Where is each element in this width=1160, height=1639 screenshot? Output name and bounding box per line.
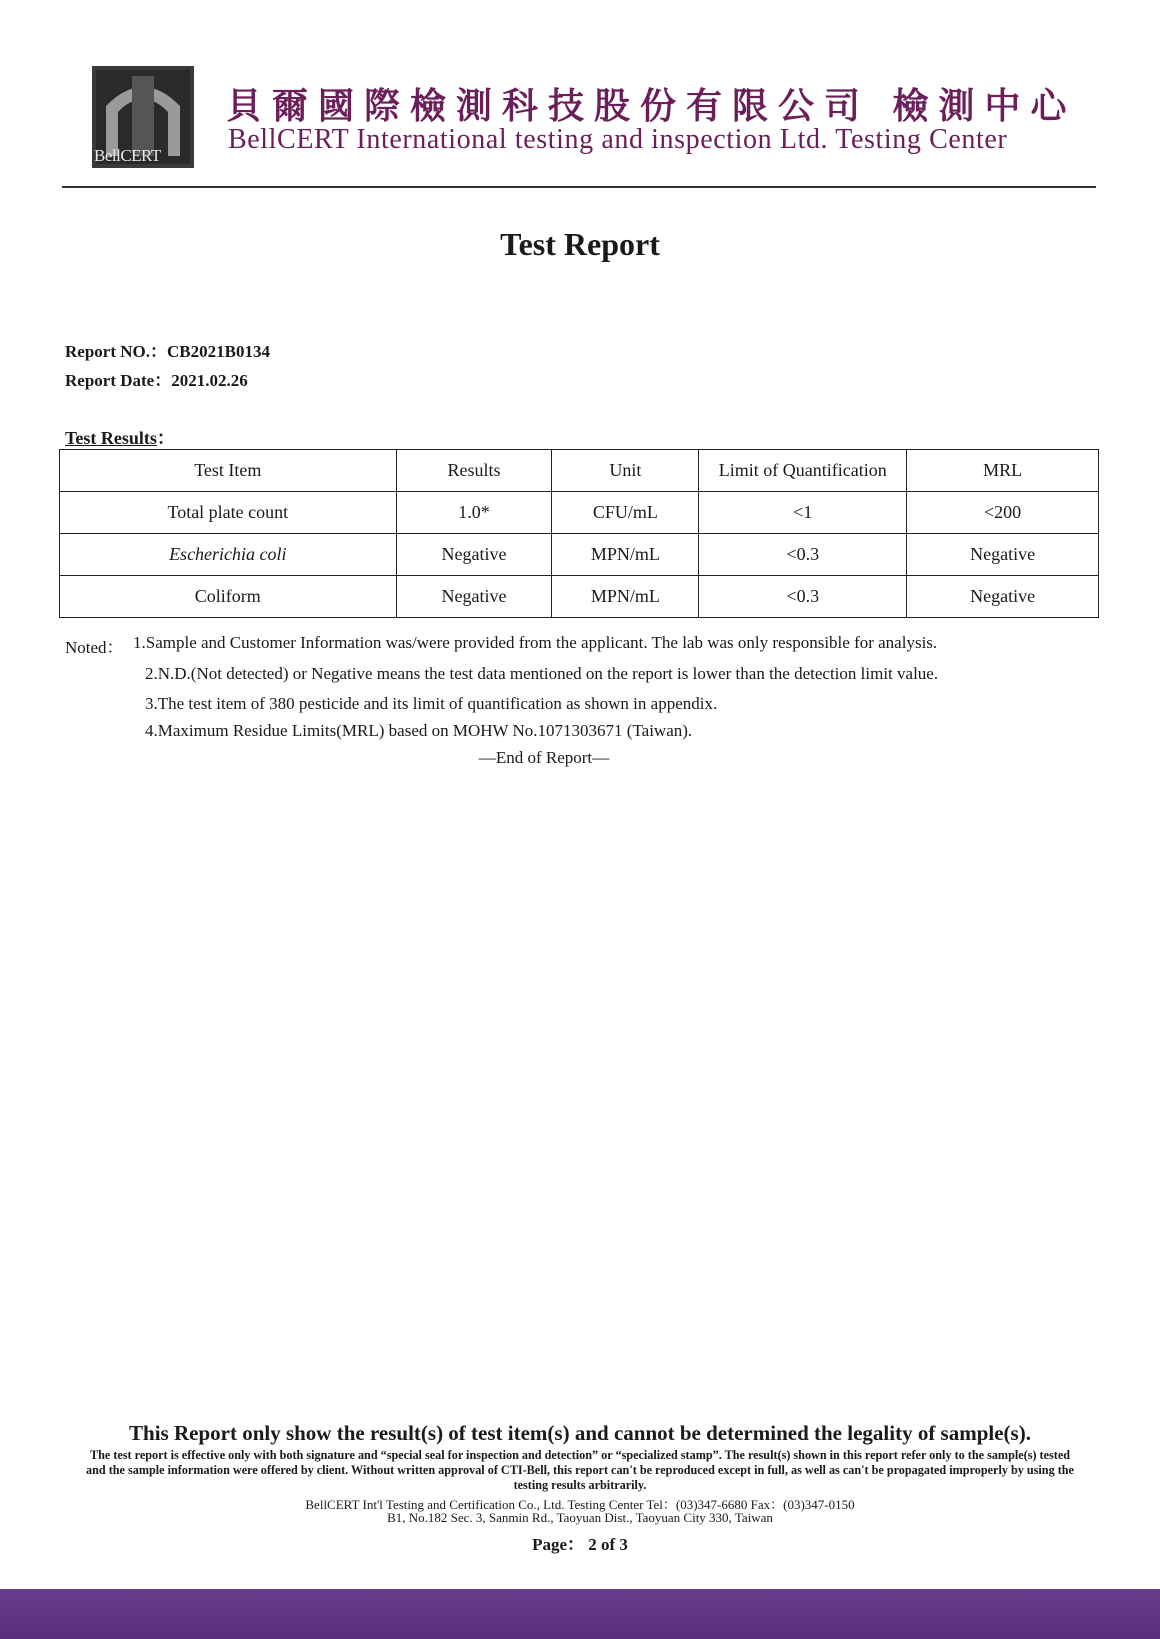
test-results-heading <box>65 424 175 450</box>
cell-test-item: Coliform <box>60 576 397 618</box>
footer-address: B1, No.182 Sec. 3, Sanmin Rd., Taoyuan Dist., Taoyuan City 330, Taiwan <box>387 1510 773 1525</box>
cell-unit: CFU/mL <box>552 492 699 534</box>
report-number: Report NO.：CB2021B0134 <box>65 342 270 361</box>
header-test-item: Test Item <box>60 450 397 492</box>
cell-loq: <1 <box>699 492 907 534</box>
note-item-2: 2.N.D.(Not detected) or Negative means the test data mentioned on the report is lower than the detection limit value. <box>145 664 939 683</box>
header-unit: Unit <box>552 450 699 492</box>
cell-unit: MPN/mL <box>552 576 699 618</box>
notes-label: Noted： <box>65 638 124 657</box>
cell-result: Negative <box>396 534 552 576</box>
test-results-table <box>59 449 1099 618</box>
page-title: Test Report <box>500 226 660 262</box>
cell-result: Negative <box>396 576 552 618</box>
footer-contact: BellCERT Int'l Testing and Certification Co., Ltd. Testing Center Tel：(03)347-6680 Fax：(03)347-0150 <box>305 1497 855 1512</box>
company-name-english: BellCERT International testing and inspection Ltd. Testing Center <box>228 124 1008 155</box>
note-item-3: 3.The test item of 380 pesticide and its limit of quantification as shown in appendix. <box>145 694 718 713</box>
table-row <box>60 576 1099 618</box>
company-logo <box>92 66 194 168</box>
note-item-4: 4.Maximum Residue Limits(MRL) based on MOHW No.1071303671 (Taiwan). <box>145 721 693 740</box>
table-row <box>60 492 1099 534</box>
cell-test-item: Total plate count <box>60 492 397 534</box>
cell-test-item: Escherichia coli <box>60 534 397 576</box>
cell-mrl: <200 <box>907 492 1099 534</box>
header-results: Results <box>396 450 552 492</box>
table-header-row <box>60 450 1099 492</box>
footer-band <box>0 1589 1160 1639</box>
cell-mrl: Negative <box>907 576 1099 618</box>
company-name-chinese: 貝爾國際檢測科技股份有限公司 檢測中心 <box>226 85 1077 127</box>
cell-result: 1.0* <box>396 492 552 534</box>
header-loq: Limit of Quantification <box>699 450 907 492</box>
cell-loq: <0.3 <box>699 576 907 618</box>
cell-loq: <0.3 <box>699 534 907 576</box>
footer-disclaimer: This Report only show the result(s) of test item(s) and cannot be determined the legality of sample(s). <box>129 1421 1031 1445</box>
footer-fine-print: The test report is effective only with both signature and “special seal for inspection and detection” or “specialized stamp”. The result(s) shown in this report refer only to the sample(s) tested and the sample information were offered by client. Without written approval of CTI-Bell, this report can't be reproduced except in full, as well as can't be propagated improperly by using the testing results arbitrarily. <box>86 1448 1074 1492</box>
report-date: Report Date：2021.02.26 <box>65 371 248 390</box>
header-mrl: MRL <box>907 450 1099 492</box>
cell-unit: MPN/mL <box>552 534 699 576</box>
cell-mrl: Negative <box>907 534 1099 576</box>
table-row <box>60 534 1099 576</box>
logo-text: BellCERT <box>94 146 161 165</box>
note-item-1: 1.Sample and Customer Information was/were provided from the applicant. The lab was only responsible for analysis. <box>133 633 938 652</box>
page-number: Page： 2 of 3 <box>532 1535 628 1554</box>
header-divider <box>62 186 1096 188</box>
test-results-colon: ： <box>156 428 175 448</box>
test-results-label: Test Results <box>65 428 157 448</box>
end-of-report: —End of Report— <box>478 748 610 767</box>
